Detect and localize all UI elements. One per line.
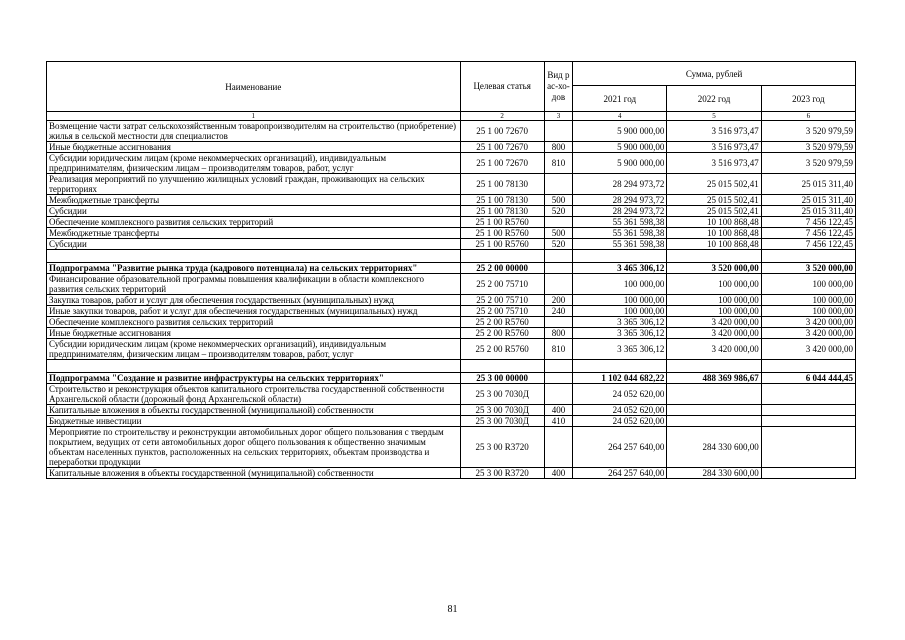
row-sum-2023: 100 000,00 (761, 274, 855, 295)
row-expense-type: 810 (544, 339, 572, 360)
row-sum-2023 (761, 427, 855, 468)
row-code: 25 2 00 R5760 (460, 317, 544, 328)
row-sum-2021: 5 900 000,00 (573, 142, 667, 153)
row-code: 25 3 00 7030Д (460, 416, 544, 427)
table-header (47, 62, 856, 121)
row-sum-2023: 100 000,00 (761, 295, 855, 306)
row-expense-type: 800 (544, 328, 572, 339)
row-name: Капитальные вложения в объекты государственной (муниципальной) собственности (47, 468, 461, 479)
row-sum-2022 (667, 416, 761, 427)
row-sum-2022: 3 420 000,00 (667, 317, 761, 328)
empty-cell (761, 250, 855, 263)
subprogram-row (47, 373, 856, 384)
row-expense-type (544, 174, 572, 195)
row-sum-2021: 3 365 306,12 (573, 339, 667, 360)
row-sum-2023: 3 520 979,59 (761, 153, 855, 174)
row-sum-2023: 25 015 311,40 (761, 206, 855, 217)
row-sum-2021: 100 000,00 (573, 295, 667, 306)
row-expense-type: 240 (544, 306, 572, 317)
empty-cell (47, 360, 461, 373)
row-expense-type: 520 (544, 206, 572, 217)
empty-cell (544, 360, 572, 373)
budget-table (46, 61, 856, 479)
row-sum-2021: 24 052 620,00 (573, 384, 667, 405)
row-code: 25 2 00 75710 (460, 274, 544, 295)
row-code: 25 1 00 78130 (460, 174, 544, 195)
header-year-2023: 2023 год (761, 86, 855, 112)
table-row (47, 427, 856, 468)
row-sum-2023 (761, 468, 855, 479)
row-expense-type: 800 (544, 142, 572, 153)
row-code: 25 2 00 75710 (460, 295, 544, 306)
row-sum-2023 (761, 384, 855, 405)
row-code: 25 3 00 00000 (460, 373, 544, 384)
row-code: 25 2 00 R5760 (460, 328, 544, 339)
row-sum-2021: 55 361 598,38 (573, 239, 667, 250)
row-sum-2022: 10 100 868,48 (667, 217, 761, 228)
row-sum-2023: 7 456 122,45 (761, 239, 855, 250)
row-sum-2023: 25 015 311,40 (761, 195, 855, 206)
row-name: Субсидии юридическим лицам (кроме некоммерческих организаций), индивидуальным предпринимателям, физическим лицам – производителям товаров, работ, услуг (47, 339, 461, 360)
table-row (47, 142, 856, 153)
row-sum-2022: 10 100 868,48 (667, 228, 761, 239)
row-sum-2023: 3 420 000,00 (761, 339, 855, 360)
row-code: 25 1 00 R5760 (460, 239, 544, 250)
column-index-cell: 3 (544, 112, 572, 121)
header-name: Наименование (47, 62, 461, 112)
row-expense-type: 500 (544, 228, 572, 239)
row-sum-2023: 7 456 122,45 (761, 228, 855, 239)
row-sum-2022: 25 015 502,41 (667, 174, 761, 195)
table-row (47, 384, 856, 405)
empty-cell (573, 360, 667, 373)
row-code: 25 1 00 72670 (460, 142, 544, 153)
row-sum-2022: 25 015 502,41 (667, 195, 761, 206)
row-code: 25 1 00 R5760 (460, 217, 544, 228)
table-row (47, 416, 856, 427)
row-sum-2022: 3 420 000,00 (667, 339, 761, 360)
row-expense-type: 810 (544, 153, 572, 174)
header-vid: Вид рас-хо-дов (544, 62, 572, 112)
row-expense-type: 400 (544, 468, 572, 479)
row-name: Межбюджетные трансферты (47, 195, 461, 206)
row-sum-2022 (667, 405, 761, 416)
row-name: Иные бюджетные ассигнования (47, 142, 461, 153)
row-sum-2023: 3 420 000,00 (761, 317, 855, 328)
row-sum-2021: 5 900 000,00 (573, 153, 667, 174)
row-expense-type (544, 317, 572, 328)
row-sum-2021: 1 102 044 682,22 (573, 373, 667, 384)
row-sum-2021: 100 000,00 (573, 306, 667, 317)
empty-cell (761, 360, 855, 373)
row-name: Обеспечение комплексного развития сельских территорий (47, 317, 461, 328)
row-name: Строительство и реконструкция объектов капитального строительства государственной собственности Архангельской области (дорожный фонд Архангельской области) (47, 384, 461, 405)
table-row (47, 153, 856, 174)
row-name: Закупка товаров, работ и услуг для обеспечения государственных (муниципальных) нужд (47, 295, 461, 306)
row-expense-type: 500 (544, 195, 572, 206)
row-code: 25 1 00 78130 (460, 195, 544, 206)
row-sum-2021: 3 365 306,12 (573, 328, 667, 339)
budget-sheet (46, 61, 856, 479)
table-row (47, 317, 856, 328)
empty-cell (47, 250, 461, 263)
row-sum-2023 (761, 405, 855, 416)
table-row (47, 195, 856, 206)
row-name: Межбюджетные трансферты (47, 228, 461, 239)
column-index-cell: 6 (761, 112, 855, 121)
row-sum-2023: 7 456 122,45 (761, 217, 855, 228)
row-expense-type: 520 (544, 239, 572, 250)
row-sum-2021: 100 000,00 (573, 274, 667, 295)
row-expense-type (544, 263, 572, 274)
row-sum-2023: 100 000,00 (761, 306, 855, 317)
row-sum-2021: 264 257 640,00 (573, 468, 667, 479)
header-year-2021: 2021 год (573, 86, 667, 112)
row-sum-2021: 28 294 973,72 (573, 206, 667, 217)
table-row (47, 295, 856, 306)
row-sum-2021: 24 052 620,00 (573, 416, 667, 427)
spacer-row (47, 360, 856, 373)
header-sum: Сумма, рублей (573, 62, 856, 86)
table-body (47, 121, 856, 479)
row-code: 25 3 00 7030Д (460, 405, 544, 416)
row-sum-2022: 10 100 868,48 (667, 239, 761, 250)
table-row (47, 228, 856, 239)
row-name: Субсидии юридическим лицам (кроме некоммерческих организаций), индивидуальным предпринимателям, физическим лицам – производителям товаров, работ, услуг (47, 153, 461, 174)
table-row (47, 206, 856, 217)
row-code: 25 2 00 00000 (460, 263, 544, 274)
row-sum-2022 (667, 384, 761, 405)
row-name: Субсидии (47, 206, 461, 217)
table-row (47, 306, 856, 317)
row-sum-2023: 25 015 311,40 (761, 174, 855, 195)
row-code: 25 1 00 R5760 (460, 228, 544, 239)
row-code: 25 1 00 72670 (460, 121, 544, 142)
empty-cell (667, 360, 761, 373)
row-expense-type: 200 (544, 295, 572, 306)
row-sum-2023 (761, 416, 855, 427)
empty-cell (573, 250, 667, 263)
row-sum-2022: 3 516 973,47 (667, 142, 761, 153)
subprogram-row (47, 263, 856, 274)
spacer-row (47, 250, 856, 263)
table-row (47, 328, 856, 339)
table-row (47, 405, 856, 416)
row-sum-2022: 3 420 000,00 (667, 328, 761, 339)
row-sum-2022: 100 000,00 (667, 306, 761, 317)
row-code: 25 2 00 R5760 (460, 339, 544, 360)
row-name: Финансирование образовательной программы повышения квалификации в области комплексного развития сельских территорий (47, 274, 461, 295)
row-code: 25 3 00 R3720 (460, 427, 544, 468)
row-sum-2021: 55 361 598,38 (573, 217, 667, 228)
row-code: 25 1 00 72670 (460, 153, 544, 174)
column-index-cell: 4 (573, 112, 667, 121)
row-name: Иные закупки товаров, работ и услуг для обеспечения государственных (муниципальных) нужд (47, 306, 461, 317)
row-sum-2022: 3 516 973,47 (667, 153, 761, 174)
page-number: 81 (447, 604, 458, 615)
row-sum-2023: 3 520 000,00 (761, 263, 855, 274)
row-code: 25 1 00 78130 (460, 206, 544, 217)
row-sum-2021: 3 365 306,12 (573, 317, 667, 328)
row-name: Подпрограмма "Создание и развитие инфраструктуры на сельских территориях" (47, 373, 461, 384)
row-name: Иные бюджетные ассигнования (47, 328, 461, 339)
row-sum-2022: 488 369 986,67 (667, 373, 761, 384)
row-expense-type: 410 (544, 416, 572, 427)
row-sum-2021: 5 900 000,00 (573, 121, 667, 142)
header-code: Целевая статья (460, 62, 544, 112)
row-name: Подпрограмма "Развитие рынка труда (кадрового потенциала) на сельских территориях" (47, 263, 461, 274)
row-expense-type (544, 384, 572, 405)
row-name: Мероприятие по строительству и реконструкции автомобильных дорог общего пользования с твердым покрытием, ведущих от сети автомобильных дорог общего пользования к общественно значимым объектам населенных пунктов, расположенных на сельских территориях, объектам производства и переработки продукции (47, 427, 461, 468)
row-sum-2022: 3 516 973,47 (667, 121, 761, 142)
row-sum-2022: 3 520 000,00 (667, 263, 761, 274)
row-expense-type (544, 217, 572, 228)
row-expense-type: 400 (544, 405, 572, 416)
empty-cell (460, 250, 544, 263)
row-sum-2021: 264 257 640,00 (573, 427, 667, 468)
row-sum-2023: 6 044 444,45 (761, 373, 855, 384)
row-sum-2022: 284 330 600,00 (667, 468, 761, 479)
row-code: 25 3 00 7030Д (460, 384, 544, 405)
row-name: Капитальные вложения в объекты государственной (муниципальной) собственности (47, 405, 461, 416)
table-row (47, 339, 856, 360)
empty-cell (544, 250, 572, 263)
table-row (47, 468, 856, 479)
row-expense-type (544, 427, 572, 468)
row-sum-2022: 100 000,00 (667, 274, 761, 295)
table-row (47, 121, 856, 142)
row-sum-2021: 28 294 973,72 (573, 174, 667, 195)
header-year-2022: 2022 год (667, 86, 761, 112)
table-row (47, 217, 856, 228)
empty-cell (460, 360, 544, 373)
table-row (47, 274, 856, 295)
column-index-cell: 2 (460, 112, 544, 121)
table-row (47, 239, 856, 250)
row-sum-2023: 3 520 979,59 (761, 142, 855, 153)
row-sum-2022: 284 330 600,00 (667, 427, 761, 468)
row-name: Обеспечение комплексного развития сельских территорий (47, 217, 461, 228)
row-code: 25 3 00 R3720 (460, 468, 544, 479)
row-sum-2023: 3 520 979,59 (761, 121, 855, 142)
row-name: Реализация мероприятий по улучшению жилищных условий граждан, проживающих на сельских территориях (47, 174, 461, 195)
row-sum-2021: 28 294 973,72 (573, 195, 667, 206)
empty-cell (667, 250, 761, 263)
row-name: Бюджетные инвестиции (47, 416, 461, 427)
row-sum-2021: 55 361 598,38 (573, 228, 667, 239)
row-sum-2023: 3 420 000,00 (761, 328, 855, 339)
row-expense-type (544, 121, 572, 142)
table-row (47, 174, 856, 195)
column-index-cell: 5 (667, 112, 761, 121)
row-sum-2022: 100 000,00 (667, 295, 761, 306)
row-expense-type (544, 274, 572, 295)
column-index-cell: 1 (47, 112, 461, 121)
row-sum-2021: 3 465 306,12 (573, 263, 667, 274)
row-sum-2022: 25 015 502,41 (667, 206, 761, 217)
row-name: Возмещение части затрат сельскохозяйственным товаропроизводителям на строительство (приобретение) жилья в сельской местности для специалистов (47, 121, 461, 142)
column-index-row (47, 112, 856, 121)
row-expense-type (544, 373, 572, 384)
row-name: Субсидии (47, 239, 461, 250)
row-code: 25 2 00 75710 (460, 306, 544, 317)
row-sum-2021: 24 052 620,00 (573, 405, 667, 416)
